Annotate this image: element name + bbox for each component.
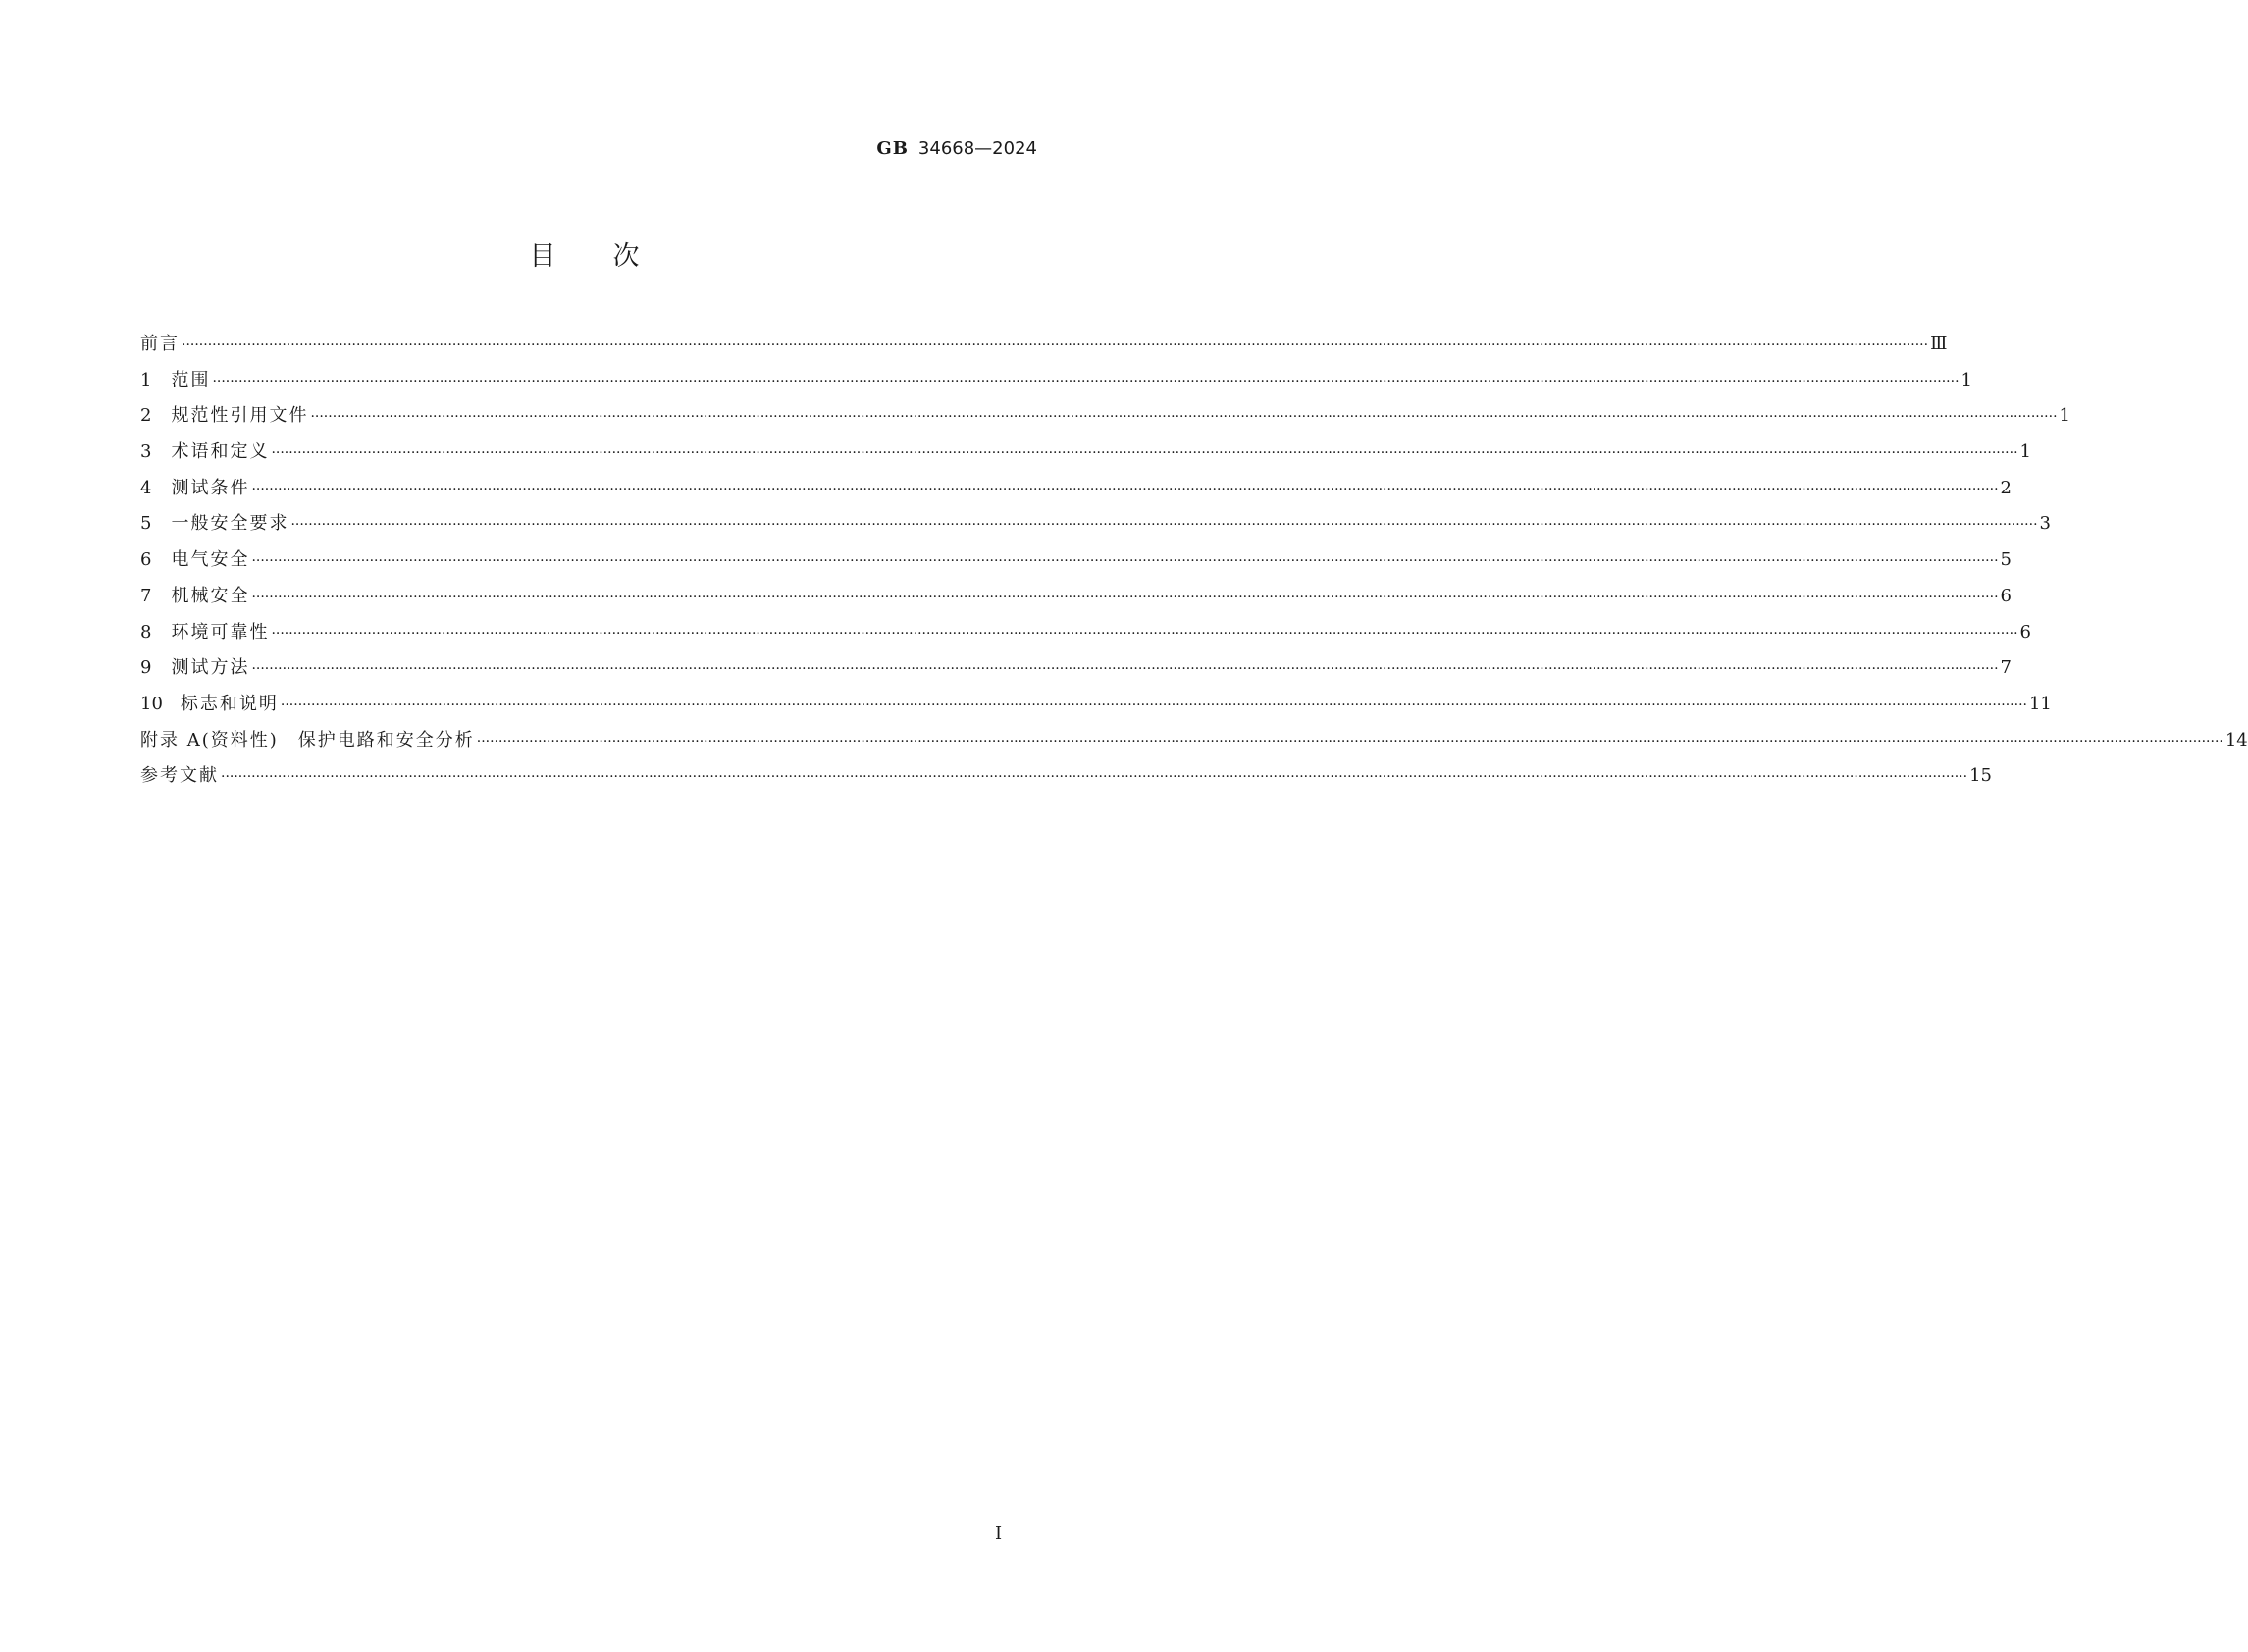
toc-number: 2 [140,405,152,427]
toc-page: 15 [1969,765,1992,787]
toc-label: 标志和说明 [180,693,279,714]
toc-label: 一般安全要求 [171,513,289,535]
toc-page: 6 [2000,585,2012,606]
toc-number: 5 [140,513,152,535]
toc-number: 3 [140,441,152,463]
toc-label: 参考文献 [140,765,219,787]
toc-page: Ⅲ [1930,334,1948,354]
page-number: I [995,1523,1003,1544]
toc-leader: ················································································································································································································································································································································································································ [310,409,2058,426]
toc-number: 8 [140,621,152,643]
standard-code [876,137,1037,161]
toc-number: 7 [140,585,152,606]
toc-label: 前言 [140,334,180,354]
toc-page: 1 [1960,369,1972,390]
toc-leader: ················································································································································································································································································································································································································ [280,697,2027,713]
toc-entry-4[interactable] [140,477,2012,513]
toc-label: 术语和定义 [171,441,270,463]
toc-leader: ················································································································································································································································································································································································································ [290,517,2038,534]
toc-entry-8[interactable] [140,621,2031,657]
toc-entry-2[interactable] [140,404,2070,440]
toc-title: 目次 [529,241,697,272]
toc-list [140,333,2248,800]
toc-entry-1[interactable] [140,369,1972,405]
toc-page: 5 [2000,549,2012,571]
toc-label: 规范性引用文件 [171,405,309,427]
toc-leader: ················································································································································································································································································································································································································ [221,769,1968,786]
toc-leader: ················································································································································································································································································································································································································ [271,445,2018,462]
toc-page: 2 [2000,477,2012,498]
toc-entry-7[interactable] [140,585,2012,621]
toc-leader: ················································································································································································································································································································································································································ [251,661,1999,678]
toc-leader: ················································································································································································································································································································································································································ [251,481,1999,497]
toc-page: 1 [2019,441,2031,463]
toc-entry-6[interactable] [140,548,2012,585]
toc-number: 1 [140,369,152,390]
toc-page: 7 [2000,657,2012,679]
toc-number: 10 [140,693,163,714]
toc-entry-appendix-a[interactable] [140,729,2248,765]
toc-number: 9 [140,657,152,679]
toc-entry-3[interactable] [140,440,2031,477]
toc-entry-references[interactable] [140,764,1992,800]
toc-leader: ················································································································································································································································································································································································································ [251,553,1999,570]
standard-number: 34668—2024 [917,138,1037,159]
standard-prefix: GB [876,138,909,159]
toc-page: 3 [2039,513,2051,535]
toc-number: 4 [140,477,152,498]
toc-page: 1 [2059,405,2070,427]
toc-entry-9[interactable] [140,656,2012,693]
toc-leader: ················································································································································································································································································································································································································ [212,373,1960,389]
toc-page: 6 [2019,621,2031,643]
toc-leader: ················································································································································································································································································································································································································ [271,625,2018,642]
toc-entry-10[interactable] [140,693,2052,729]
toc-label: 范围 [171,369,211,390]
toc-leader: ················································································································································································································································································································································································································ [251,589,1999,605]
toc-leader: ················································································································································································································································································································································································································ [182,337,1929,353]
toc-number: 6 [140,549,152,571]
toc-label: 电气安全 [171,549,250,571]
toc-leader: ················································································································································································································································································································································································································ [476,733,2223,749]
toc-label: 测试方法 [171,657,250,679]
toc-page: 11 [2028,693,2052,714]
toc-label: 机械安全 [171,585,250,606]
toc-label: 附录 A(资料性) 保护电路和安全分析 [140,729,475,750]
toc-page: 14 [2224,729,2248,750]
toc-label: 测试条件 [171,477,250,498]
toc-entry-foreword[interactable] [140,333,1948,369]
toc-entry-5[interactable] [140,512,2051,548]
toc-label: 环境可靠性 [171,621,270,643]
